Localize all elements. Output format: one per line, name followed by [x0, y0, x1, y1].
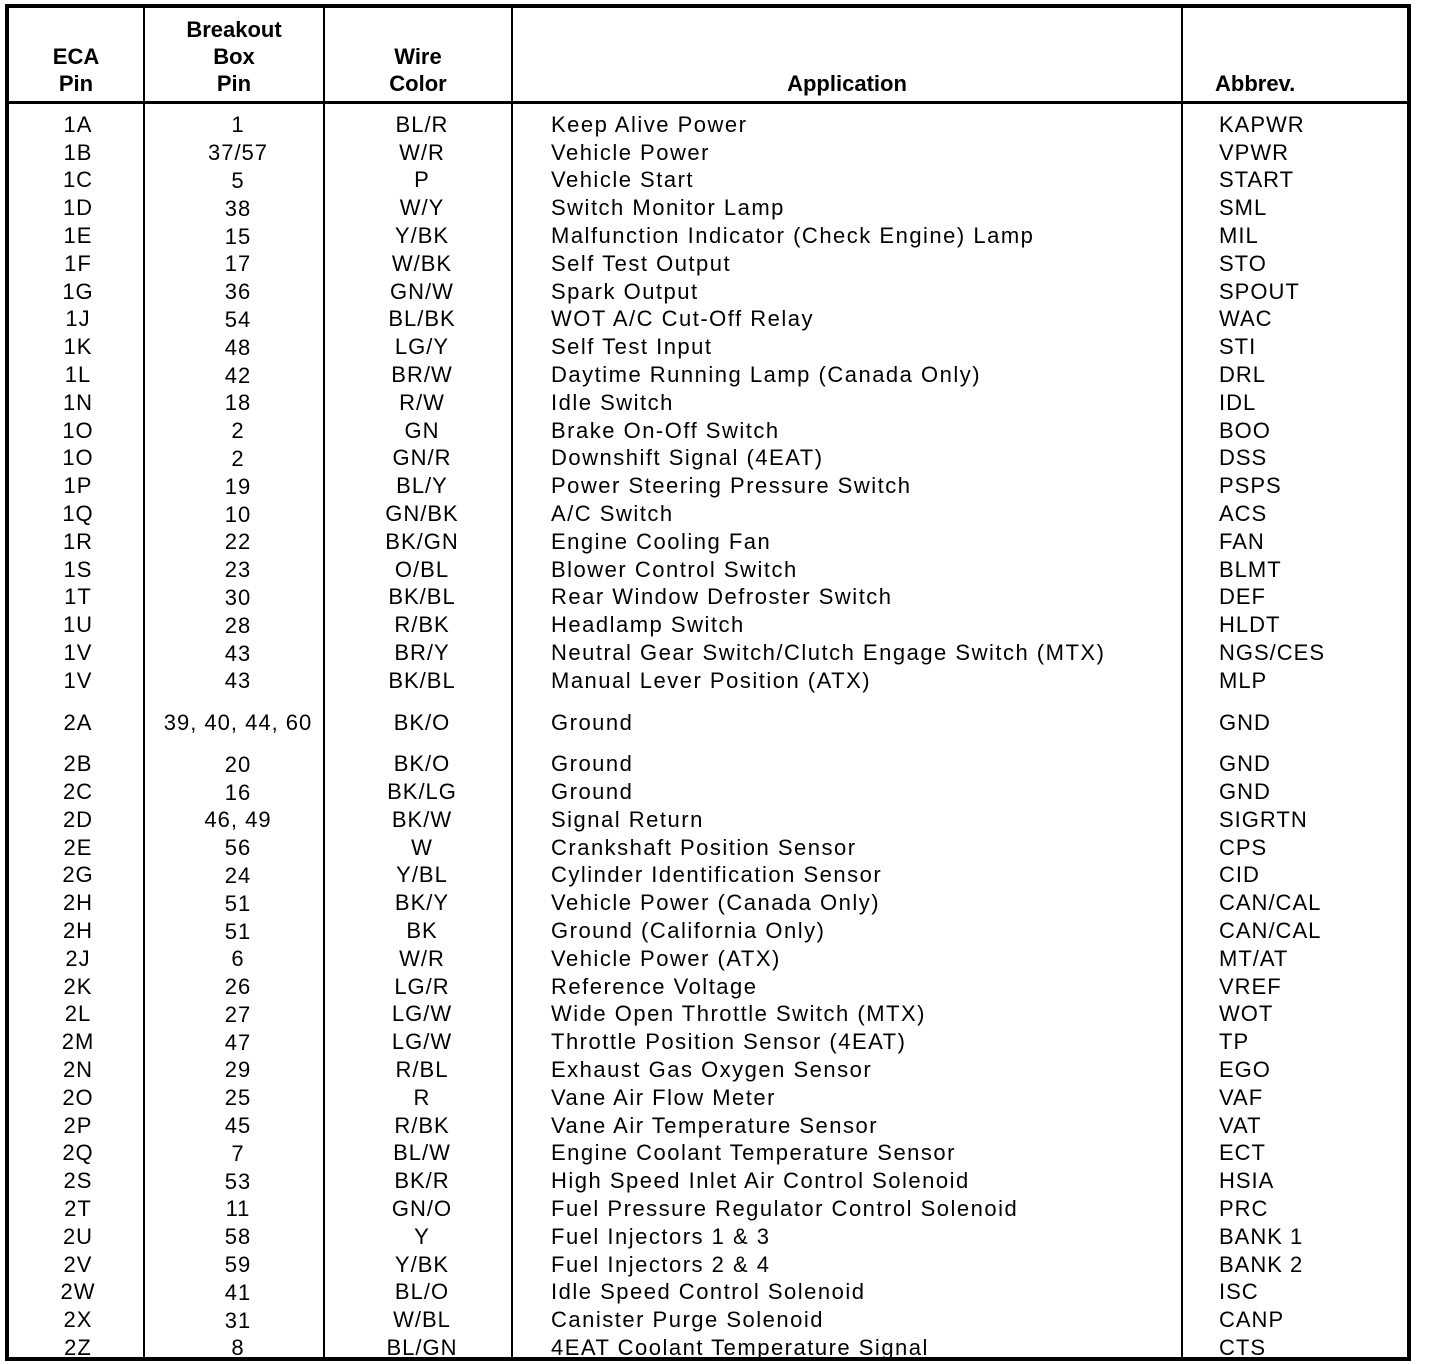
cell-application: Idle Switch — [551, 389, 674, 415]
cell-application: Manual Lever Position (ATX) — [551, 667, 872, 693]
cell-breakout-pin: 47 — [224, 1029, 252, 1055]
cell-eca-pin: 1C — [62, 167, 94, 193]
header-divider — [9, 101, 1407, 104]
cell-breakout-pin: 36 — [224, 279, 252, 305]
cell-wire-color: R/BL — [395, 1056, 449, 1082]
cell-breakout-pin: 10 — [224, 501, 252, 527]
cell-application: Headlamp Switch — [551, 612, 745, 638]
cell-abbrev: WAC — [1219, 306, 1273, 332]
cell-breakout-pin: 48 — [224, 334, 252, 360]
header-box-line3: Pin — [216, 71, 252, 96]
cell-abbrev: CPS — [1219, 834, 1268, 860]
cell-breakout-pin: 1 — [231, 112, 245, 138]
cell-abbrev: VPWR — [1219, 139, 1289, 165]
cell-wire-color: BR/W — [391, 362, 453, 388]
cell-abbrev: MIL — [1219, 223, 1259, 249]
cell-eca-pin: 2M — [61, 1029, 95, 1055]
cell-abbrev: GND — [1219, 751, 1271, 777]
cell-eca-pin: 1N — [62, 389, 94, 415]
cell-abbrev: BANK 2 — [1219, 1251, 1304, 1277]
cell-breakout-pin: 16 — [224, 779, 252, 805]
cell-breakout-pin: 24 — [224, 862, 252, 888]
cell-application: Keep Alive Power — [551, 111, 748, 137]
cell-application: Rear Window Defroster Switch — [551, 584, 893, 610]
cell-wire-color: Y/BL — [396, 862, 448, 888]
cell-breakout-pin: 6 — [231, 946, 245, 972]
cell-wire-color: BK/BL — [388, 667, 456, 693]
table-row — [9, 500, 1407, 528]
cell-eca-pin: 2C — [62, 779, 94, 805]
cell-wire-color: BK — [406, 918, 438, 943]
cell-breakout-pin: 43 — [224, 640, 252, 666]
header-wire-line2: Color — [389, 71, 447, 96]
table-row — [9, 389, 1407, 417]
header-eca-pin-line2: Pin — [58, 71, 94, 96]
table-row — [9, 1195, 1407, 1223]
cell-wire-color: LG/W — [391, 1001, 453, 1027]
cell-wire-color: BK/LG — [387, 779, 457, 805]
cell-wire-color: BK/GN — [385, 528, 459, 554]
cell-breakout-pin: 41 — [224, 1279, 252, 1305]
cell-breakout-pin: 53 — [224, 1168, 252, 1194]
cell-wire-color: BK/BL — [388, 584, 456, 610]
cell-application: Idle Speed Control Solenoid — [551, 1279, 866, 1305]
cell-breakout-pin: 39, 40, 44, 60 — [163, 710, 313, 736]
cell-eca-pin: 2E — [63, 834, 93, 860]
cell-breakout-pin: 11 — [225, 1196, 251, 1222]
cell-breakout-pin: 56 — [224, 835, 252, 861]
cell-breakout-pin: 25 — [224, 1085, 252, 1111]
cell-wire-color: P — [414, 167, 430, 193]
table-row — [9, 194, 1407, 222]
cell-application: Blower Control Switch — [551, 556, 798, 582]
cell-wire-color: W/BK — [391, 250, 453, 276]
cell-application: Neutral Gear Switch/Clutch Engage Switch (MTX) — [551, 640, 1106, 666]
header-wire-color — [325, 8, 511, 101]
cell-abbrev: TP — [1219, 1029, 1250, 1055]
cell-breakout-pin: 18 — [224, 390, 252, 416]
cell-eca-pin: 1T — [64, 584, 92, 610]
cell-wire-color: Y — [414, 1223, 430, 1249]
cell-application: Vane Air Flow Meter — [551, 1084, 776, 1110]
table-row — [9, 556, 1407, 584]
table-row — [9, 695, 1407, 751]
table-row — [9, 584, 1407, 612]
table-row — [9, 611, 1407, 639]
table-row — [9, 1001, 1407, 1029]
header-box-line1: Breakout — [186, 17, 282, 42]
cell-abbrev: EGO — [1219, 1056, 1271, 1082]
cell-wire-color: W/BL — [393, 1307, 451, 1333]
cell-application: Downshift Signal (4EAT) — [551, 445, 824, 471]
table-row — [9, 778, 1407, 806]
cell-eca-pin: 1E — [63, 223, 93, 249]
cell-application: Brake On-Off Switch — [551, 417, 780, 443]
header-eca-pin — [9, 8, 143, 101]
cell-wire-color: LG/R — [394, 973, 450, 999]
cell-wire-color: W/R — [399, 139, 445, 165]
cell-abbrev: PSPS — [1219, 473, 1282, 499]
cell-abbrev: SPOUT — [1219, 278, 1300, 304]
cell-eca-pin: 2P — [63, 1112, 93, 1138]
table-row — [9, 973, 1407, 1001]
table-row — [9, 306, 1407, 334]
cell-eca-pin: 2B — [63, 751, 93, 777]
cell-breakout-pin: 54 — [224, 306, 252, 332]
cell-abbrev: STO — [1219, 250, 1267, 276]
table-row — [9, 834, 1407, 862]
cell-eca-pin: 2T — [64, 1195, 92, 1221]
cell-eca-pin: 1P — [63, 473, 93, 499]
table-row — [9, 1139, 1407, 1167]
cell-application: Cylinder Identification Sensor — [551, 862, 883, 888]
cell-eca-pin: 2X — [63, 1307, 93, 1333]
cell-application: Spark Output — [551, 278, 699, 304]
cell-breakout-pin: 27 — [224, 1001, 252, 1027]
cell-abbrev: HLDT — [1219, 612, 1281, 638]
cell-application: Fuel Injectors 2 & 4 — [551, 1251, 771, 1277]
cell-eca-pin: 2A — [63, 709, 93, 735]
table-row — [9, 917, 1407, 945]
cell-breakout-pin: 7 — [231, 1140, 245, 1166]
cell-wire-color: BL/R — [395, 111, 449, 137]
cell-eca-pin: 1O — [62, 445, 94, 471]
cell-application: High Speed Inlet Air Control Solenoid — [551, 1168, 970, 1194]
cell-application: Canister Purge Solenoid — [551, 1307, 824, 1333]
cell-eca-pin: 1D — [62, 195, 94, 221]
cell-abbrev: ISC — [1219, 1279, 1259, 1305]
cell-breakout-pin: 43 — [224, 668, 252, 694]
cell-wire-color: BL/Y — [396, 473, 448, 499]
cell-application: Vehicle Power — [551, 139, 710, 165]
cell-eca-pin: 2S — [63, 1168, 93, 1194]
cell-eca-pin: 1Q — [62, 501, 94, 527]
cell-abbrev: CID — [1219, 862, 1260, 888]
cell-wire-color: BL/GN — [386, 1334, 458, 1360]
cell-breakout-pin: 23 — [224, 557, 252, 583]
cell-breakout-pin: 2 — [231, 445, 245, 471]
cell-wire-color: BK/W — [391, 806, 453, 832]
table-row — [9, 528, 1407, 556]
cell-abbrev: PRC — [1219, 1195, 1269, 1221]
cell-abbrev: BOO — [1219, 417, 1271, 443]
table-row — [9, 889, 1407, 917]
cell-application: Switch Monitor Lamp — [551, 195, 785, 221]
cell-application: Engine Coolant Temperature Sensor — [551, 1140, 956, 1166]
cell-eca-pin: 1B — [63, 139, 93, 165]
header-eca-pin-line1: ECA — [52, 44, 100, 69]
header-breakout-box-pin — [145, 8, 323, 101]
cell-abbrev: BANK 1 — [1219, 1223, 1304, 1249]
cell-application: Signal Return — [551, 806, 704, 832]
cell-application: Crankshaft Position Sensor — [551, 834, 857, 860]
cell-breakout-pin: 38 — [224, 195, 252, 221]
cell-abbrev: VAF — [1219, 1084, 1264, 1110]
cell-wire-color: W — [411, 834, 433, 860]
table-row — [9, 417, 1407, 445]
cell-eca-pin: 2K — [63, 973, 93, 999]
cell-eca-pin: 1O — [62, 417, 94, 443]
cell-abbrev: WOT — [1219, 1001, 1274, 1027]
cell-application: Self Test Input — [551, 334, 713, 360]
cell-application: Self Test Output — [551, 250, 732, 276]
cell-application: Ground — [551, 709, 634, 735]
header-box-line2: Box — [213, 44, 255, 69]
cell-application: Reference Voltage — [551, 973, 758, 999]
cell-eca-pin: 2U — [62, 1223, 94, 1249]
cell-application: Daytime Running Lamp (Canada Only) — [551, 362, 982, 388]
cell-application: WOT A/C Cut-Off Relay — [551, 306, 814, 332]
cell-wire-color: GN/R — [392, 445, 452, 471]
cell-wire-color: BR/Y — [394, 640, 450, 666]
cell-application: Vehicle Power (ATX) — [551, 945, 781, 971]
cell-breakout-pin: 15 — [224, 223, 252, 249]
table-row — [9, 1028, 1407, 1056]
cell-abbrev: GND — [1219, 779, 1271, 805]
cell-breakout-pin: 37/57 — [207, 140, 269, 166]
cell-eca-pin: 2L — [64, 1001, 92, 1027]
cell-breakout-pin: 22 — [224, 529, 252, 555]
table-row — [9, 472, 1407, 500]
cell-wire-color: LG/Y — [394, 334, 450, 360]
cell-eca-pin: 2Z — [64, 1334, 92, 1360]
cell-breakout-pin: 58 — [224, 1224, 252, 1250]
table-row — [9, 139, 1407, 167]
cell-abbrev: CAN/CAL — [1219, 918, 1322, 943]
cell-wire-color: BL/W — [393, 1140, 451, 1166]
table-body — [9, 111, 1407, 1362]
cell-breakout-pin: 45 — [224, 1113, 252, 1139]
cell-application: Fuel Injectors 1 & 3 — [551, 1223, 771, 1249]
cell-eca-pin: 2N — [62, 1056, 94, 1082]
cell-abbrev: DRL — [1219, 362, 1267, 388]
table-row — [9, 222, 1407, 250]
cell-breakout-pin: 51 — [224, 890, 252, 916]
cell-abbrev: MLP — [1219, 667, 1268, 693]
table-row — [9, 1334, 1407, 1362]
table-row — [9, 1306, 1407, 1334]
cell-eca-pin: 1K — [63, 334, 93, 360]
cell-application: Vane Air Temperature Sensor — [551, 1112, 879, 1138]
cell-eca-pin: 1U — [62, 612, 94, 638]
cell-breakout-pin: 30 — [224, 584, 252, 610]
cell-application: Ground (California Only) — [551, 918, 826, 943]
cell-wire-color: R — [413, 1084, 431, 1110]
table-row — [9, 750, 1407, 778]
table-row — [9, 278, 1407, 306]
cell-wire-color: Y/BK — [394, 223, 450, 249]
cell-wire-color: R/BK — [394, 612, 450, 638]
cell-breakout-pin: 46, 49 — [204, 807, 272, 833]
cell-eca-pin: 1V — [63, 667, 93, 693]
header-application — [513, 8, 1181, 101]
cell-wire-color: BK/O — [393, 709, 451, 735]
cell-breakout-pin: 5 — [231, 167, 245, 193]
cell-wire-color: GN — [404, 417, 440, 443]
cell-abbrev: CTS — [1219, 1334, 1266, 1360]
cell-wire-color: BL/BK — [388, 306, 456, 332]
cell-eca-pin: 1R — [62, 528, 94, 554]
cell-eca-pin: 1J — [65, 306, 91, 332]
table-row — [9, 945, 1407, 973]
table-row — [9, 1251, 1407, 1279]
cell-abbrev: IDL — [1219, 389, 1257, 415]
cell-abbrev: KAPWR — [1219, 111, 1305, 137]
cell-breakout-pin: 59 — [224, 1252, 252, 1278]
cell-abbrev: GND — [1219, 709, 1271, 735]
cell-application: Exhaust Gas Oxygen Sensor — [551, 1056, 873, 1082]
header-wire-line1: Wire — [394, 44, 442, 69]
cell-application: Engine Cooling Fan — [551, 528, 772, 554]
cell-eca-pin: 2O — [62, 1084, 94, 1110]
table-row — [9, 1167, 1407, 1195]
cell-abbrev: CANP — [1219, 1307, 1285, 1333]
cell-application: Vehicle Power (Canada Only) — [551, 890, 881, 916]
cell-abbrev: DEF — [1219, 584, 1266, 610]
cell-abbrev: VREF — [1219, 973, 1282, 999]
cell-breakout-pin: 28 — [224, 612, 252, 638]
cell-eca-pin: 2Q — [62, 1140, 94, 1166]
cell-application: Wide Open Throttle Switch (MTX) — [551, 1001, 926, 1027]
cell-wire-color: Y/BK — [394, 1251, 450, 1277]
cell-eca-pin: 2G — [62, 862, 94, 888]
cell-abbrev: SML — [1219, 195, 1268, 221]
cell-eca-pin: 2H — [62, 918, 94, 943]
cell-abbrev: SIGRTN — [1219, 806, 1308, 832]
table-row — [9, 667, 1407, 695]
cell-application: Ground — [551, 779, 634, 805]
cell-wire-color: W/Y — [399, 195, 445, 221]
header-abbrev — [1183, 8, 1407, 101]
cell-wire-color: LG/W — [391, 1029, 453, 1055]
cell-application: Vehicle Start — [551, 167, 695, 193]
cell-abbrev: HSIA — [1219, 1168, 1275, 1194]
cell-wire-color: BK/Y — [394, 890, 450, 916]
cell-wire-color: GN/BK — [385, 501, 459, 527]
cell-breakout-pin: 31 — [224, 1307, 252, 1333]
cell-breakout-pin: 2 — [231, 418, 245, 444]
cell-eca-pin: 1L — [64, 362, 92, 388]
table-row — [9, 445, 1407, 473]
cell-wire-color: GN/W — [390, 278, 454, 304]
cell-abbrev: NGS/CES — [1219, 640, 1326, 666]
cell-wire-color: GN/O — [391, 1195, 453, 1221]
cell-wire-color: BK/R — [394, 1168, 450, 1194]
cell-eca-pin: 2W — [60, 1279, 96, 1305]
cell-breakout-pin: 29 — [224, 1057, 252, 1083]
table-row — [9, 639, 1407, 667]
cell-breakout-pin: 17 — [224, 251, 252, 277]
cell-application: 4EAT Coolant Temperature Signal — [551, 1334, 929, 1360]
cell-breakout-pin: 42 — [224, 362, 252, 388]
cell-eca-pin: 1F — [64, 250, 92, 276]
cell-wire-color: O/BL — [394, 556, 450, 582]
cell-eca-pin: 1S — [63, 556, 93, 582]
cell-eca-pin: 1V — [63, 640, 93, 666]
cell-application: Fuel Pressure Regulator Control Solenoid — [551, 1195, 1019, 1221]
cell-application: Throttle Position Sensor (4EAT) — [551, 1029, 907, 1055]
cell-abbrev: BLMT — [1219, 556, 1282, 582]
table-row — [9, 1084, 1407, 1112]
table-row — [9, 1112, 1407, 1140]
cell-eca-pin: 1A — [63, 111, 93, 137]
cell-wire-color: R/BK — [394, 1112, 450, 1138]
cell-abbrev: CAN/CAL — [1219, 890, 1322, 916]
table-row — [9, 806, 1407, 834]
cell-breakout-pin: 26 — [224, 974, 252, 1000]
cell-abbrev: ACS — [1219, 501, 1268, 527]
table-row — [9, 111, 1407, 139]
header-application-label: Application — [787, 71, 907, 96]
pin-table — [5, 4, 1411, 1361]
cell-eca-pin: 2V — [63, 1251, 93, 1277]
table-row — [9, 862, 1407, 890]
cell-wire-color: W/R — [399, 945, 445, 971]
table-row — [9, 167, 1407, 195]
cell-abbrev: DSS — [1219, 445, 1268, 471]
cell-abbrev: FAN — [1219, 528, 1265, 554]
table-row — [9, 333, 1407, 361]
table-row — [9, 1223, 1407, 1251]
cell-breakout-pin: 8 — [231, 1335, 245, 1361]
cell-wire-color: BL/O — [394, 1279, 450, 1305]
header-abbrev-label: Abbrev. — [1215, 71, 1296, 96]
cell-wire-color: BK/O — [393, 751, 451, 777]
table-row — [9, 361, 1407, 389]
cell-abbrev: STI — [1219, 334, 1257, 360]
cell-breakout-pin: 20 — [224, 751, 252, 777]
cell-abbrev: START — [1219, 167, 1295, 193]
cell-breakout-pin: 19 — [224, 473, 252, 499]
cell-abbrev: VAT — [1219, 1112, 1262, 1138]
cell-eca-pin: 2D — [62, 806, 94, 832]
cell-application: Power Steering Pressure Switch — [551, 473, 912, 499]
cell-application: Ground — [551, 751, 634, 777]
cell-eca-pin: 1G — [62, 278, 94, 304]
cell-application: A/C Switch — [551, 501, 674, 527]
cell-eca-pin: 2H — [62, 890, 94, 916]
cell-abbrev: MT/AT — [1219, 945, 1289, 971]
cell-application: Malfunction Indicator (Check Engine) Lamp — [551, 223, 1035, 249]
cell-eca-pin: 2J — [65, 945, 91, 971]
table-row — [9, 250, 1407, 278]
cell-abbrev: ECT — [1219, 1140, 1266, 1166]
table-row — [9, 1278, 1407, 1306]
cell-wire-color: R/W — [399, 389, 445, 415]
table-row — [9, 1056, 1407, 1084]
cell-breakout-pin: 51 — [224, 918, 252, 944]
